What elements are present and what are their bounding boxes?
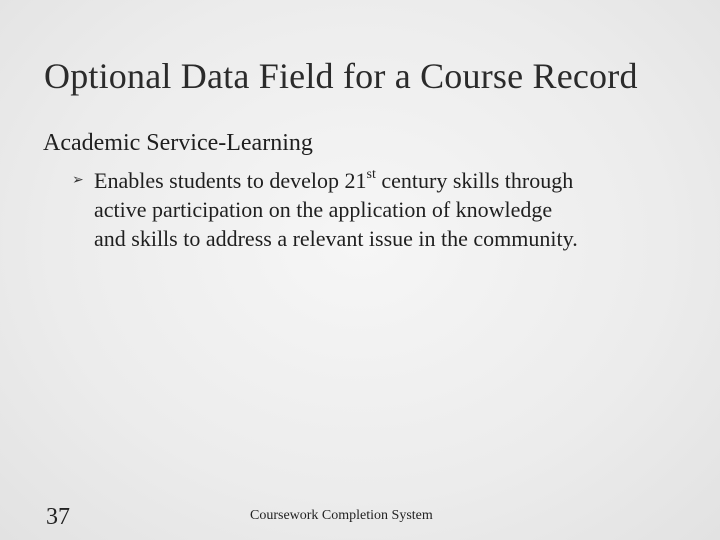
bullet-paragraph (72, 166, 692, 253)
body-text-part-1: Enables students to develop 21 (94, 168, 367, 193)
heading-academic-service-learning: Academic Service-Learning (43, 130, 313, 156)
bullet-line-1 (72, 166, 692, 195)
footer-text: Coursework Completion System (250, 508, 433, 523)
body-text-part-2: century skills through (375, 168, 574, 193)
ordinal-superscript: st (366, 166, 376, 182)
slide-number: 37 (46, 504, 70, 530)
pointer-arrow-bullet-icon: ➢ (72, 173, 84, 188)
slide-title: Optional Data Field for a Course Record (44, 56, 638, 96)
bullet-line-3: and skills to address a relevant issue in the community. (94, 226, 578, 251)
bullet-line-2: active participation on the application of knowledge (94, 197, 553, 222)
